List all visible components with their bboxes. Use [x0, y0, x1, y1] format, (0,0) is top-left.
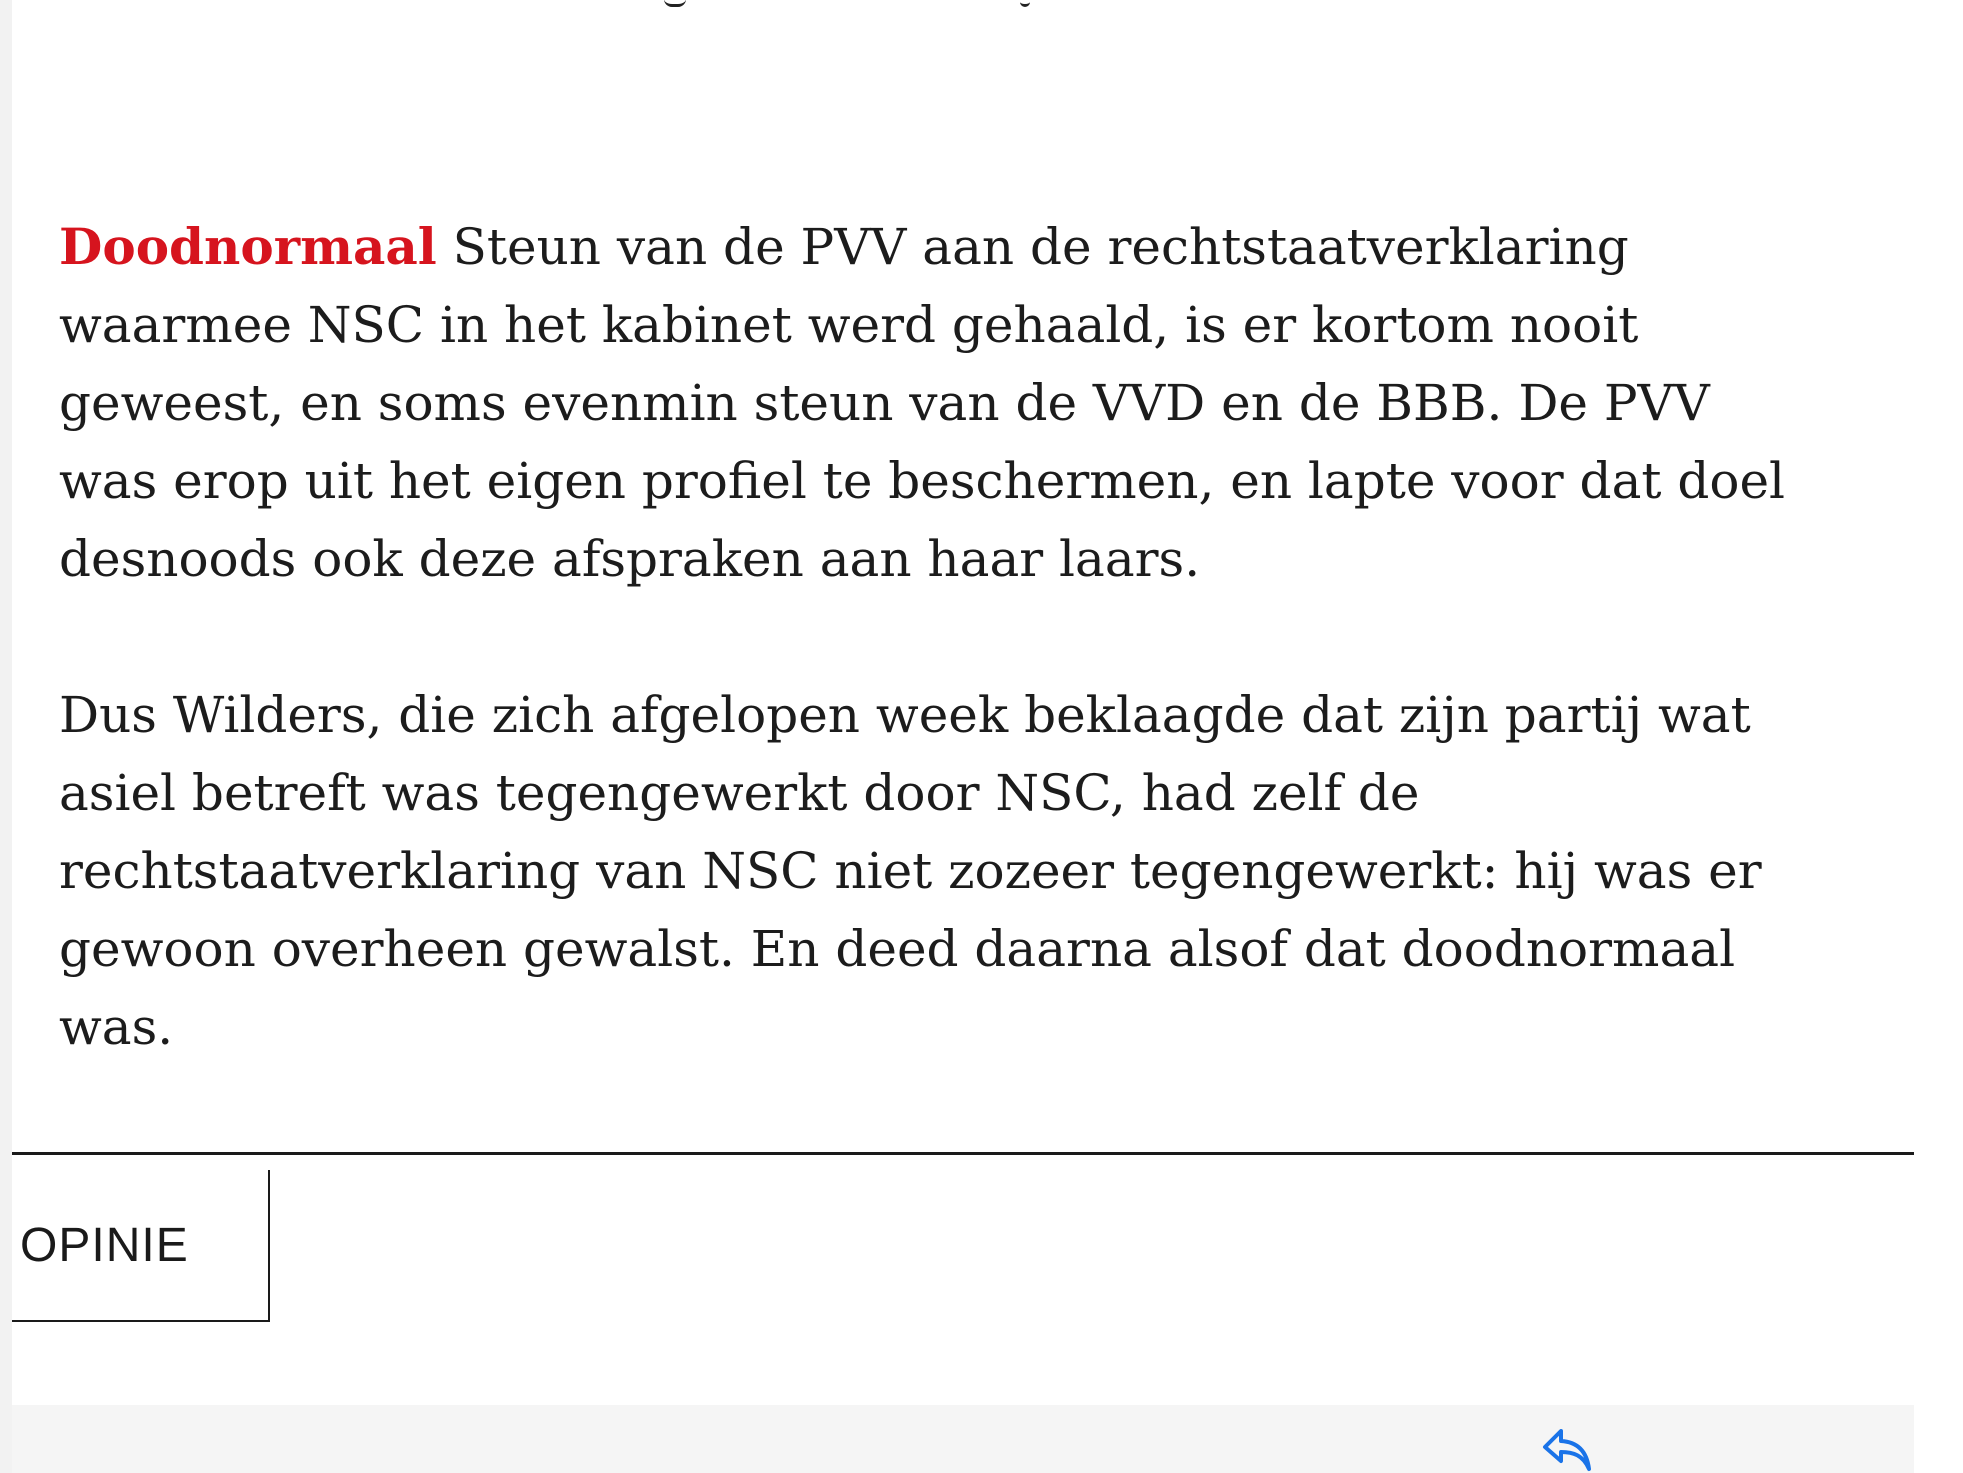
paragraph-1: [59, 208, 1819, 598]
article-page: [12, 0, 1914, 1473]
lead-word: Doodnormaal: [59, 217, 437, 276]
cropped-glyph: [664, 0, 686, 7]
reply-arrow-icon[interactable]: [1541, 1425, 1593, 1473]
article-body: [59, 208, 1859, 1144]
cropped-glyph: [1020, 0, 1030, 7]
paragraph-2-text: Dus Wilders, die zich afgelopen week beklaagde dat zijn partij wat asiel betreft was tegengewerkt door NSC, had zelf de rechtstaatverklaring van NSC niet zozeer tegengewerkt: hij was er gewoon overheen gewalst. En deed daarna alsof dat doodnormaal was.: [59, 686, 1762, 1056]
footer-toolbar: [12, 1405, 1914, 1473]
section-tag-label: OPINIE: [20, 1218, 189, 1272]
section-divider: [12, 1152, 1914, 1155]
cropped-previous-text: [12, 0, 1914, 4]
paragraph-2: [59, 676, 1819, 1066]
right-gutter: [1914, 0, 1963, 1473]
section-tag-opinie[interactable]: [12, 1170, 270, 1322]
paragraph-1-text: Steun van de PVV aan de rechtstaatverklaring waarmee NSC in het kabinet werd gehaald, is er kortom nooit geweest, en soms evenmin steun van de VVD en de BBB. De PVV was erop uit het eigen profiel te beschermen, en lapte voor dat doel desnoods ook deze afspraken aan haar laars.: [59, 218, 1786, 588]
